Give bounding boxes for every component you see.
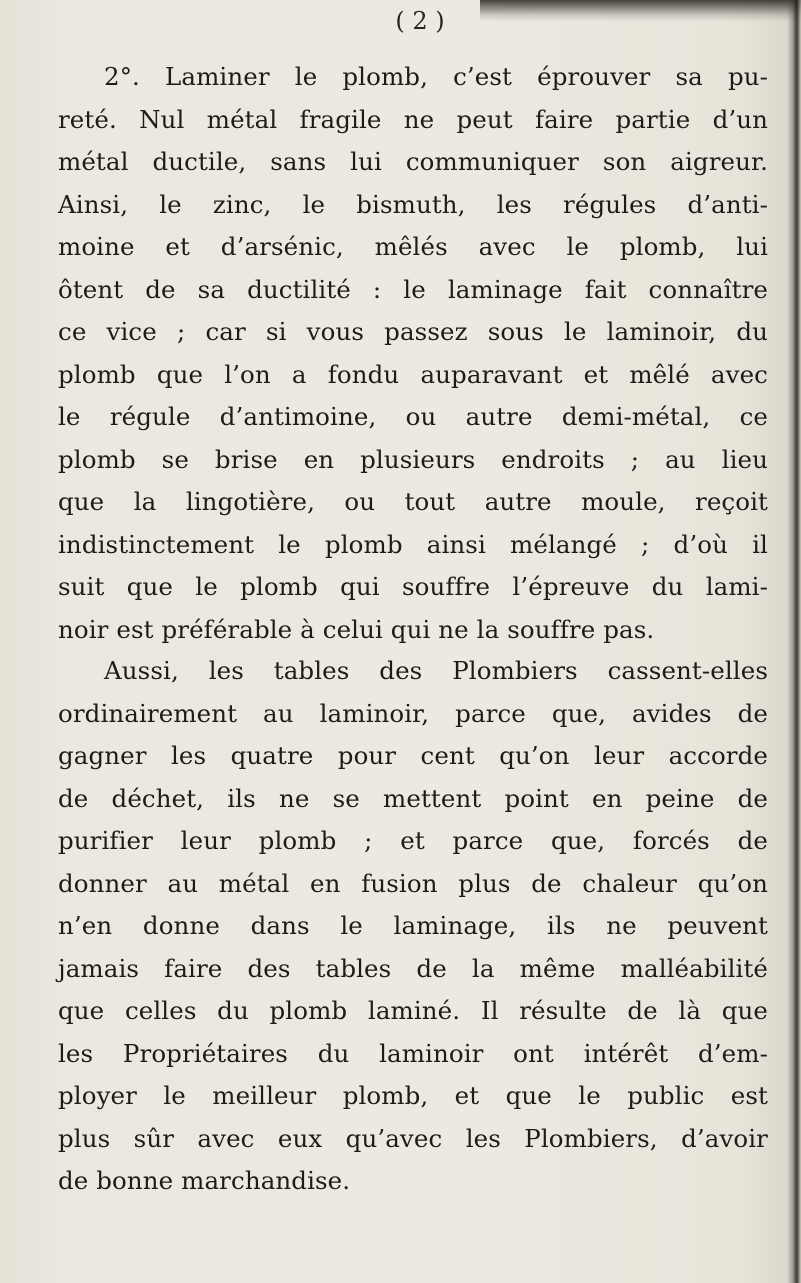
text-line: jamais faire des tables de la même malléabilité	[58, 953, 768, 983]
text-line: métal ductile, sans lui communiquer son aigreur.	[58, 147, 768, 176]
text-line: ce vice ; car si vous passez sous le laminoir, du	[58, 317, 768, 346]
text-line: ordinairement au laminoir, parce que, avides de	[58, 698, 768, 728]
text-line: les Propriétaires du laminoir ont intérêt d’em-	[58, 1038, 768, 1068]
text-line: Ainsi, le zinc, le bismuth, les régules d’anti-	[58, 189, 768, 219]
text-line: ôtent de sa ductilité : le laminage fait connaître	[58, 274, 768, 304]
text-line: le régule d’antimoine, ou autre demi-métal, ce	[58, 402, 768, 431]
text-line: plomb se brise en plusieurs endroits ; au lieu	[58, 444, 768, 474]
text-line: plomb que l’on a fondu auparavant et mêlé avec	[58, 359, 768, 389]
text-line: gagner les quatre pour cent qu’on leur accorde	[58, 741, 768, 770]
text-line: indistinctement le plomb ainsi mélangé ; d’où il	[58, 529, 768, 559]
text-line: Aussi, les tables des Plombiers cassent-elles	[104, 656, 768, 685]
text-line: n’en donne dans le laminage, ils ne peuvent	[58, 911, 768, 940]
paragraph-laminage-purity	[58, 56, 768, 651]
text-line: reté. Nul métal fragile ne peut faire partie d’un	[58, 104, 768, 134]
text-line: 2°. Laminer le plomb, c’est éprouver sa pu-	[104, 62, 768, 91]
text-line: plus sûr avec eux qu’avec les Plombiers, d’avoir	[58, 1123, 768, 1153]
text-line: que la lingotière, ou tout autre moule, reçoit	[58, 487, 768, 516]
paragraph-plombiers-tables	[58, 650, 768, 1203]
text-line: de déchet, ils ne se mettent point en peine de	[58, 783, 768, 813]
text-line: de bonne marchandise.	[58, 1166, 351, 1195]
text-line: que celles du plomb laminé. Il résulte de là que	[58, 996, 768, 1025]
text-line: donner au métal en fusion plus de chaleur qu’on	[58, 868, 768, 898]
text-line: moine et d’arsénic, mêlés avec le plomb, lui	[58, 232, 768, 261]
text-line: ployer le meilleur plomb, et que le public est	[58, 1081, 768, 1110]
text-line: suit que le plomb qui souffre l’épreuve du lami-	[58, 572, 768, 601]
page-binding-edge	[787, 0, 801, 1283]
page-top-shadow	[480, 0, 801, 22]
text-line: purifier leur plomb ; et parce que, forcés de	[58, 826, 768, 855]
text-line: noir est préférable à celui qui ne la souffre pas.	[58, 614, 655, 644]
page-number: ( 2 )	[395, 7, 445, 35]
